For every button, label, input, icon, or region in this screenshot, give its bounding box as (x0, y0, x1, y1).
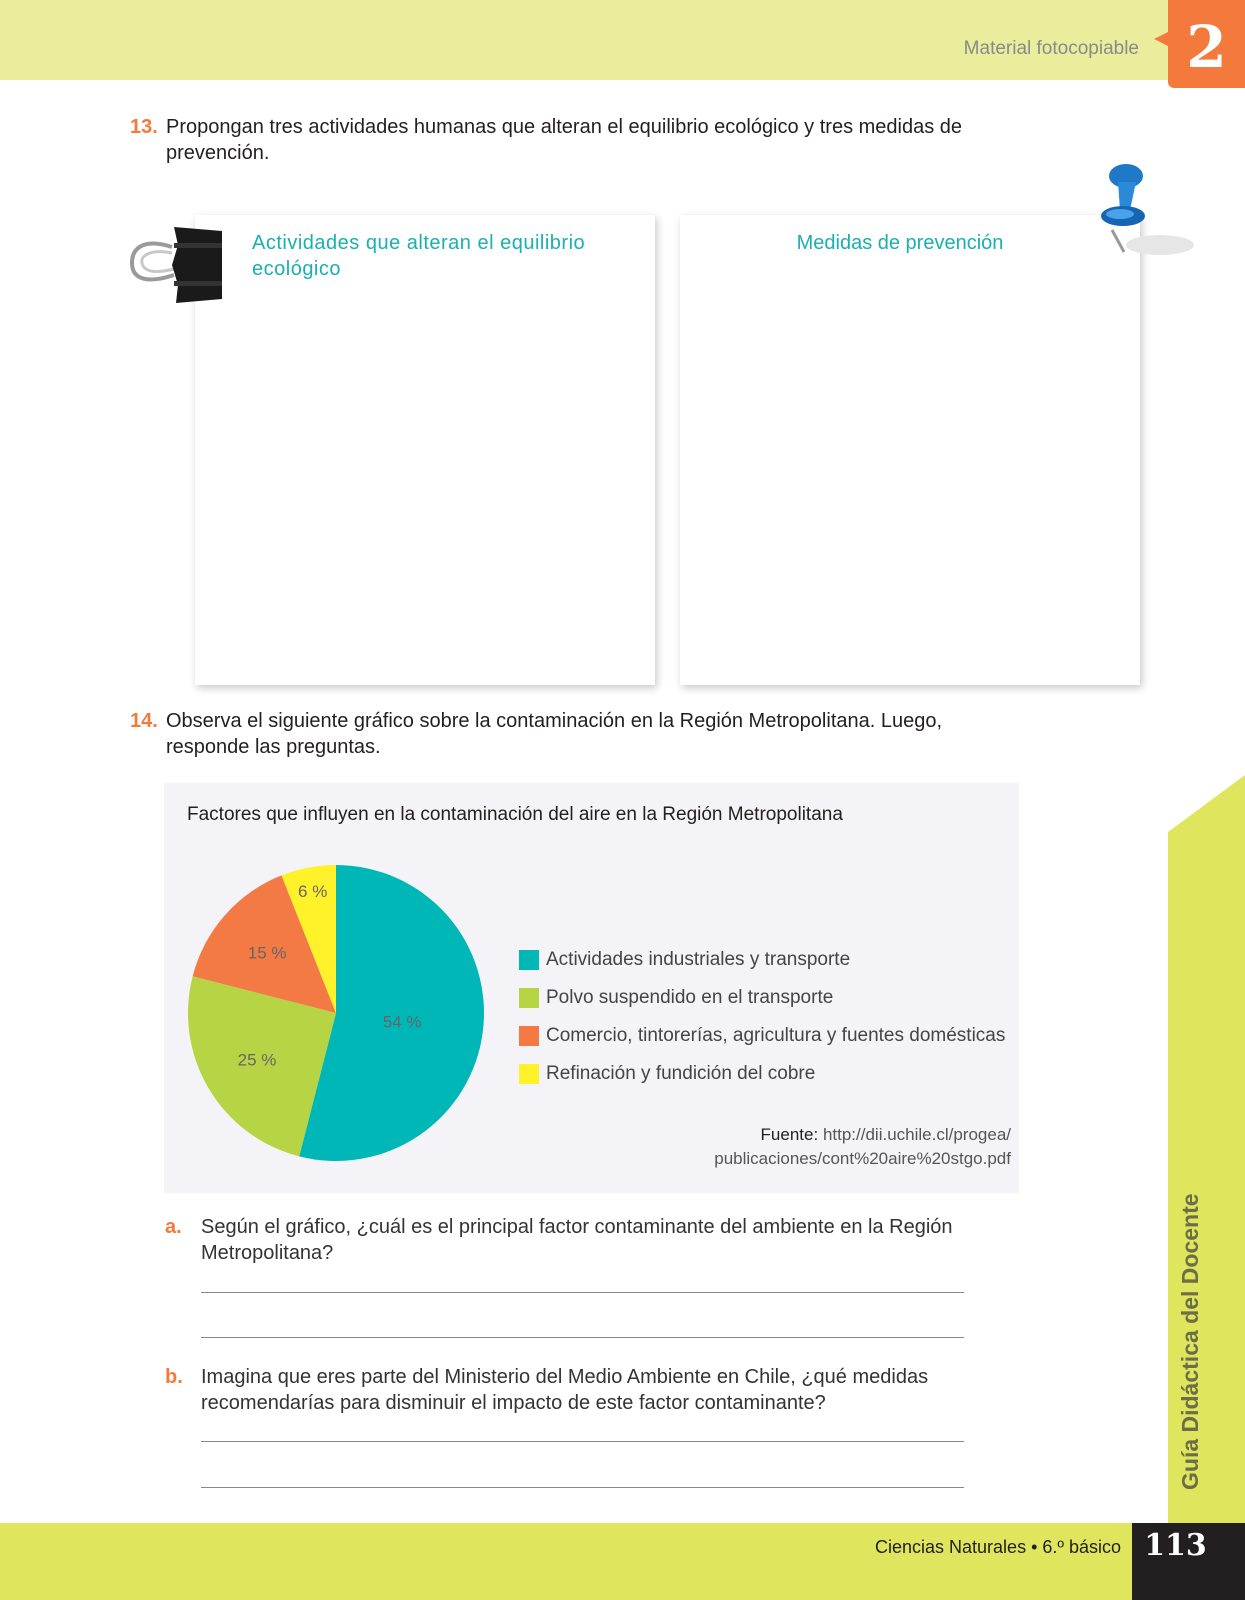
source-label: Fuente: (760, 1125, 819, 1144)
prevention-card-title: Medidas de prevención (796, 232, 1004, 254)
activities-card[interactable] (195, 215, 655, 685)
legend-label: Refinación y fundición del cobre (546, 1063, 816, 1084)
page-number: 113 (1144, 1528, 1207, 1563)
header-bar (0, 0, 1245, 80)
chart-legend (519, 941, 1005, 1093)
sub-question-a-letter: a. (165, 1216, 182, 1238)
legend-item (519, 979, 1005, 1017)
legend-swatch (519, 1026, 539, 1046)
header-label: Material fotocopiable (963, 38, 1139, 59)
answer-line-a1[interactable] (201, 1292, 964, 1293)
question-14-text: Observa el siguiente gráfico sobre la contaminación en la Región Metropolitana. Luego, responde las preguntas. (166, 710, 943, 758)
pie-data-label: 15 % (247, 943, 287, 963)
pie-data-label: 25 % (237, 1050, 277, 1070)
pie-data-label: 54 % (382, 1012, 422, 1032)
legend-item (519, 1017, 1005, 1055)
chart-panel (164, 783, 1019, 1193)
legend-item (519, 941, 1005, 979)
prevention-card[interactable] (680, 215, 1140, 685)
answer-line-a2[interactable] (201, 1337, 964, 1338)
chart-source (714, 1123, 1011, 1171)
legend-label: Actividades industriales y transporte (546, 949, 851, 970)
binder-clip-icon (128, 225, 224, 305)
activities-card-title: Actividades que alteran el equilibrio ecológico (252, 232, 586, 280)
question-14-number: 14. (130, 710, 158, 732)
sidebar-title: Guía Didáctica del Docente (1177, 1193, 1203, 1490)
legend-item (519, 1055, 1005, 1093)
answer-line-b2[interactable] (201, 1487, 964, 1488)
sub-question-b (165, 1364, 965, 1416)
legend-swatch (519, 950, 539, 970)
legend-label: Polvo suspendido en el transporte (546, 987, 834, 1008)
legend-swatch (519, 988, 539, 1008)
sub-question-b-text: Imagina que eres parte del Ministerio del Medio Ambiente en Chile, ¿qué medidas recomendarías para disminuir el impacto de este factor contaminante? (201, 1366, 929, 1414)
legend-label: Comercio, tintorerías, agricultura y fuentes domésticas (546, 1025, 1006, 1046)
answer-line-b1[interactable] (201, 1441, 964, 1442)
sub-question-a-text: Según el gráfico, ¿cuál es el principal factor contaminante del ambiente en la Región Metropolitana? (201, 1216, 953, 1264)
question-13-number: 13. (130, 116, 158, 138)
pie-chart (186, 863, 486, 1163)
footer-bar (0, 1523, 1245, 1600)
source-url-2[interactable]: publicaciones/cont%20aire%20stgo.pdf (714, 1149, 1011, 1168)
sub-question-a (165, 1214, 965, 1266)
sub-question-b-letter: b. (165, 1366, 183, 1388)
question-13 (130, 114, 970, 166)
legend-swatch (519, 1064, 539, 1084)
question-14 (130, 708, 970, 760)
footer-text: Ciencias Naturales • 6.º básico (875, 1537, 1121, 1557)
chart-title: Factores que influyen en la contaminación del aire en la Región Metropolitana (187, 804, 843, 825)
unit-number: 2 (1186, 13, 1227, 81)
pie-data-label: 6 % (298, 881, 328, 901)
source-url-1[interactable]: http://dii.uchile.cl/progea/ (822, 1125, 1011, 1144)
question-13-text: Propongan tres actividades humanas que alteran el equilibrio ecológico y tres medidas de prevención. (166, 116, 963, 164)
